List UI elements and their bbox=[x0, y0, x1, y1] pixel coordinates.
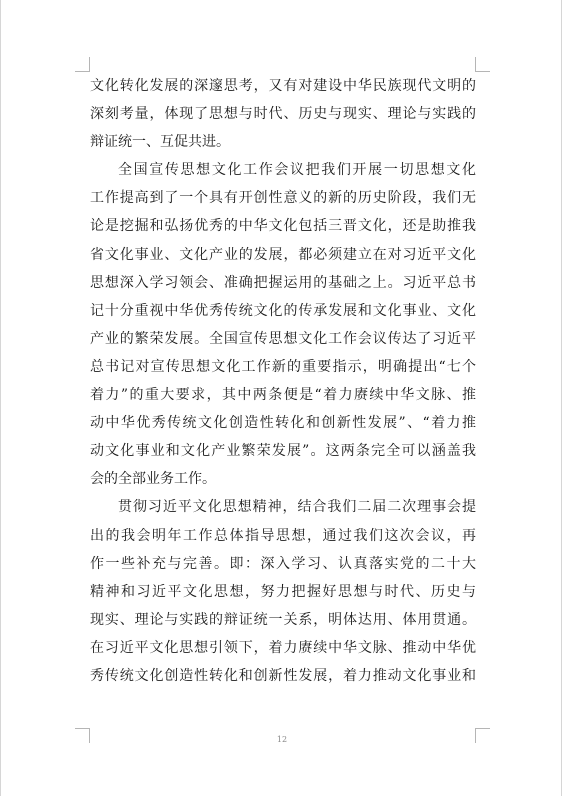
line-3: 辩证统一、互促共进。 bbox=[90, 134, 230, 151]
line-13: 动中华优秀传统文化创造性转化和创新性发展”、“着力推 bbox=[90, 415, 476, 432]
line-21: 在习近平文化思想引领下，着力赓续中华文脉、推动中华优 bbox=[90, 639, 476, 656]
line-10: 产业的繁荣发展。全国宣传思想文化工作会议传达了习近平 bbox=[90, 330, 476, 347]
crop-mark-top-left bbox=[75, 57, 90, 72]
line-5: 工作提高到了一个具有开创性意义的新的历史阶段，我们无 bbox=[90, 190, 476, 207]
line-4: 全国宣传思想文化工作会议把我们开展一切思想文化 bbox=[118, 162, 476, 179]
line-11: 总书记对宣传思想文化工作新的重要指示，明确提出“七个 bbox=[90, 358, 476, 375]
line-16: 贯彻习近平文化思想精神，结合我们二届二次理事会提 bbox=[118, 499, 476, 516]
line-9: 记十分重视中华优秀传统文化的传承发展和文化事业、文化 bbox=[90, 302, 476, 319]
line-19: 精神和习近平文化思想，努力把握好思想与时代、历史与 bbox=[90, 583, 476, 600]
line-7: 省文化事业、文化产业的发展，都必须建立在对习近平文化 bbox=[90, 246, 476, 263]
line-20: 现实、理论与实践的辩证统一关系，明体达用、体用贯通。 bbox=[90, 611, 476, 628]
line-6: 论是挖掘和弘扬优秀的中华文化包括三晋文化，还是助推我 bbox=[90, 218, 476, 235]
line-12: 着力”的重大要求，其中两条便是“着力赓续中华文脉、推 bbox=[90, 387, 476, 404]
line-8: 思想深入学习领会、准确把握运用的基础之上。习近平总书 bbox=[90, 274, 476, 291]
line-17: 出的我会明年工作总体指导思想，通过我们这次会议，再 bbox=[90, 527, 476, 544]
body-text[interactable] bbox=[90, 72, 476, 690]
line-1: 文化转化发展的深邃思考，又有对建设中华民族现代文明的 bbox=[90, 78, 476, 94]
line-14: 动文化事业和文化产业繁荣发展”。这两条完全可以涵盖我 bbox=[90, 443, 476, 460]
line-15: 会的全部业务工作。 bbox=[90, 471, 216, 488]
page-number: 12 bbox=[276, 735, 288, 744]
line-22: 秀传统文化创造性转化和创新性发展，着力推动文化事业和 bbox=[90, 667, 476, 684]
crop-mark-top-right bbox=[475, 57, 490, 72]
line-2: 深刻考量，体现了思想与时代、历史与现实、理论与实践的 bbox=[90, 106, 476, 123]
line-18: 作一些补充与完善。即：深入学习、认真落实党的二十大 bbox=[90, 555, 476, 572]
